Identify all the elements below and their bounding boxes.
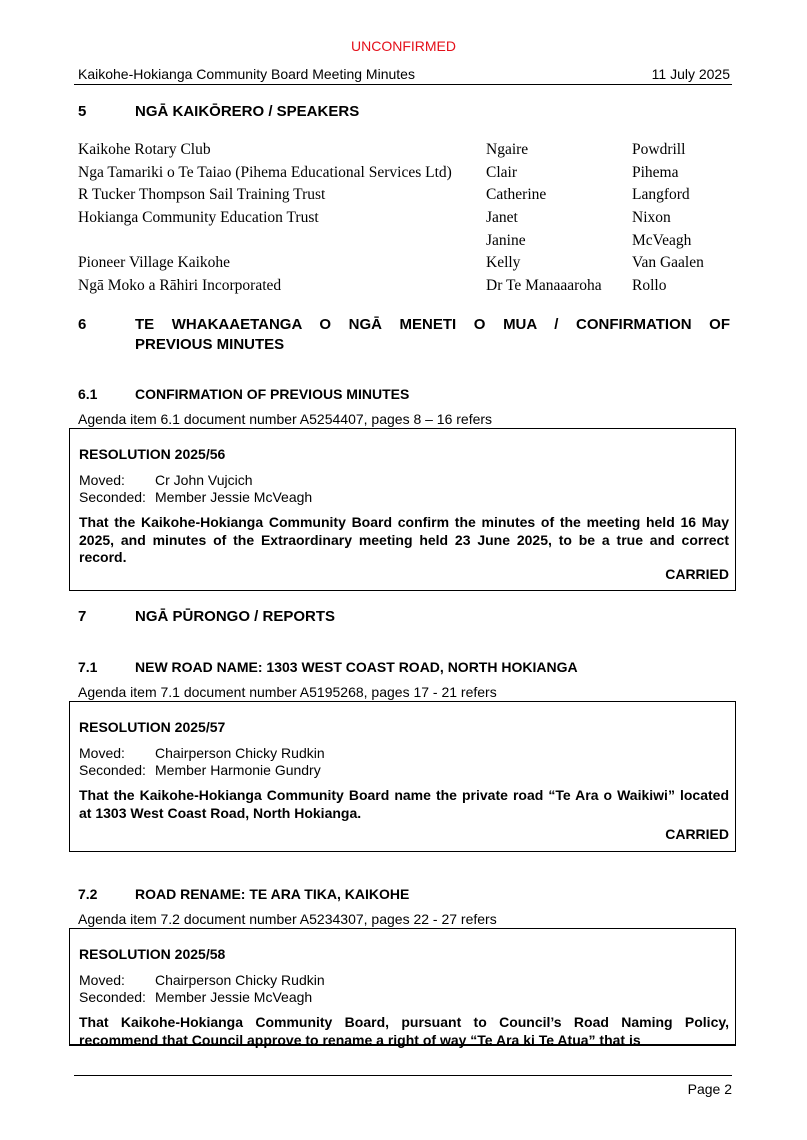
- moved-by: Chairperson Chicky Rudkin: [155, 745, 325, 761]
- resolution-title: RESOLUTION 2025/56: [79, 446, 226, 462]
- resolution-box: [69, 701, 736, 852]
- section-7-heading: [78, 608, 728, 628]
- seconded-by: Member Jessie McVeagh: [155, 489, 313, 505]
- resolution-box: [69, 928, 736, 1046]
- speaker-org: Ngā Moko a Rāhiri Incorporated: [78, 277, 282, 295]
- seconded-by: Member Harmonie Gundry: [155, 762, 321, 778]
- resolution-text: That the Kaikohe-Hokianga Community Board confirm the minutes of the meeting held 16 May 2025, and minutes of the Extraordinary meeting held 23 June 2025, to be a true and correct record.: [79, 514, 729, 565]
- section-number: 5: [78, 103, 87, 120]
- section-6-heading: [78, 316, 730, 356]
- section-title-line1: TE WHAKAAETANGA O NGĀ MENETI O MUA / CONFIRMATION OF: [135, 316, 730, 333]
- moved-by: Chairperson Chicky Rudkin: [155, 972, 325, 988]
- moved-label: Moved:: [79, 972, 125, 988]
- moved-by: Cr John Vujcich: [155, 472, 253, 488]
- speaker-first-name: Janet: [486, 209, 518, 227]
- section-title: NGĀ KAIKŌRERO / SPEAKERS: [135, 103, 360, 120]
- agenda-reference: Agenda item 7.1 document number A5195268, pages 17 - 21 refers: [78, 684, 497, 700]
- speaker-row: [78, 209, 738, 232]
- item-number: 6.1: [78, 386, 98, 402]
- seconded-by: Member Jessie McVeagh: [155, 989, 313, 1005]
- section-number: 6: [78, 316, 87, 333]
- speaker-last-name: Powdrill: [632, 141, 686, 158]
- item-title: ROAD RENAME: TE ARA TIKA, KAIKOHE: [135, 886, 410, 902]
- resolution-text: That Kaikohe-Hokianga Community Board, pursuant to Council’s Road Naming Policy, recommend that Council approve to rename a right of way “Te Ara ki Te Atua” that is: [79, 1014, 729, 1048]
- speaker-org: R Tucker Thompson Sail Training Trust: [78, 186, 326, 204]
- speaker-row: [78, 164, 738, 187]
- moved-label: Moved:: [79, 472, 125, 488]
- meeting-date: 11 July 2025: [651, 66, 730, 82]
- item-title: CONFIRMATION OF PREVIOUS MINUTES: [135, 386, 410, 402]
- moved-label: Moved:: [79, 745, 125, 761]
- speaker-first-name: Ngaire: [486, 141, 529, 158]
- speaker-first-name: Kelly: [486, 254, 521, 272]
- speaker-row: [78, 141, 738, 164]
- resolution-title: RESOLUTION 2025/57: [79, 719, 226, 735]
- item-7-1-heading: [78, 659, 728, 677]
- seconded-label: Seconded:: [79, 989, 146, 1005]
- speaker-last-name: Van Gaalen: [632, 254, 704, 272]
- section-title: NGĀ PŪRONGO / REPORTS: [135, 608, 336, 625]
- speaker-first-name: Dr Te Manaaaroha: [486, 277, 602, 295]
- speaker-last-name: McVeagh: [632, 231, 692, 249]
- item-number: 7.2: [78, 886, 98, 902]
- seconded-label: Seconded:: [79, 489, 146, 505]
- speaker-first-name: Catherine: [486, 186, 547, 204]
- unconfirmed-stamp: UNCONFIRMED: [351, 38, 456, 54]
- agenda-reference: Agenda item 7.2 document number A5234307, pages 22 - 27 refers: [78, 911, 497, 927]
- speakers-table: [78, 141, 738, 300]
- speaker-row: [78, 186, 738, 209]
- page-number: Page 2: [687, 1081, 732, 1097]
- seconded-label: Seconded:: [79, 762, 146, 778]
- footer-rule: [74, 1075, 732, 1076]
- speaker-org: Pioneer Village Kaikohe: [78, 254, 231, 272]
- section-number: 7: [78, 608, 87, 625]
- speaker-last-name: Pihema: [632, 163, 679, 181]
- speaker-first-name: Clair: [486, 163, 517, 181]
- speaker-first-name: Janine: [486, 231, 526, 249]
- header-rule: [74, 84, 732, 85]
- resolution-text: That the Kaikohe-Hokianga Community Board name the private road “Te Ara o Waikiwi” located at 1303 West Coast Road, North Hokianga.: [79, 787, 729, 821]
- item-6-1-heading: [78, 386, 728, 404]
- agenda-reference: Agenda item 6.1 document number A5254407, pages 8 – 16 refers: [78, 411, 493, 427]
- speaker-last-name: Langford: [632, 186, 690, 204]
- speaker-row: [78, 254, 738, 277]
- resolution-title: RESOLUTION 2025/58: [79, 946, 226, 962]
- speaker-last-name: Nixon: [632, 209, 671, 227]
- speaker-org: Kaikohe Rotary Club: [78, 141, 211, 158]
- speaker-last-name: Rollo: [632, 277, 667, 295]
- resolution-outcome: CARRIED: [665, 566, 729, 582]
- document-title: Kaikohe-Hokianga Community Board Meeting Minutes: [78, 66, 415, 82]
- speaker-org: Nga Tamariki o Te Taiao (Pihema Educational Services Ltd): [78, 163, 452, 181]
- item-title: NEW ROAD NAME: 1303 WEST COAST ROAD, NORTH HOKIANGA: [135, 659, 578, 675]
- item-number: 7.1: [78, 659, 98, 675]
- speaker-row: [78, 277, 738, 300]
- resolution-outcome: CARRIED: [665, 826, 729, 842]
- resolution-box: [69, 428, 736, 591]
- section-5-heading: [78, 103, 728, 123]
- item-7-2-heading: [78, 886, 728, 904]
- speaker-org: Hokianga Community Education Trust: [78, 209, 319, 227]
- section-title-line2: PREVIOUS MINUTES: [135, 336, 285, 353]
- speaker-row: [78, 232, 738, 255]
